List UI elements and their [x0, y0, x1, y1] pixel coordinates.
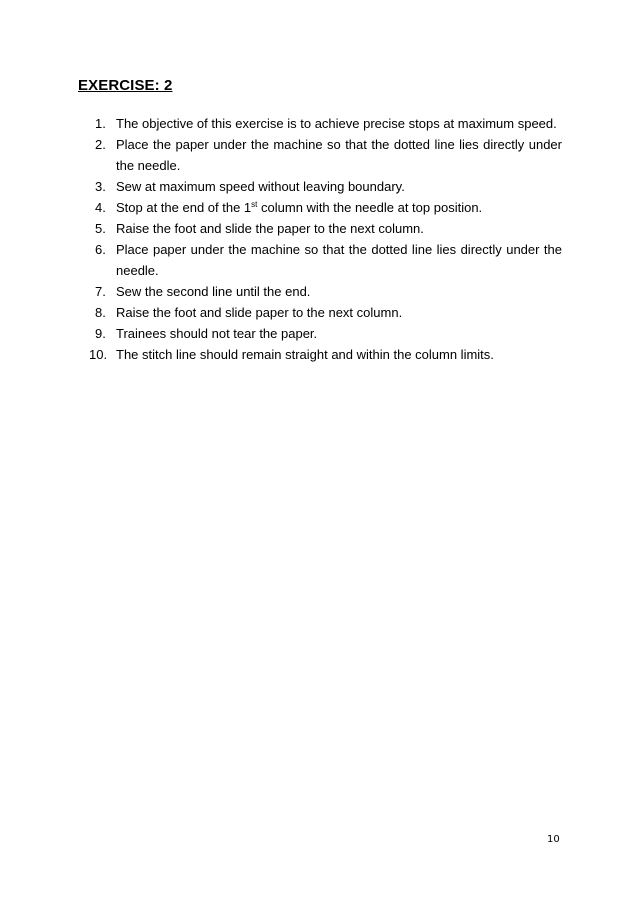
list-item: [86, 113, 562, 134]
list-item: [86, 323, 562, 344]
exercise-heading: EXERCISE: 2: [78, 77, 173, 94]
list-item-text: Raise the foot and slide the paper to the next column.: [116, 221, 424, 236]
list-item-number: 7.: [95, 284, 106, 299]
list-item-text-start: Stop at the end of the 1: [116, 200, 252, 215]
list-item: [86, 344, 562, 365]
list-item-text-end: column with the needle at top position.: [257, 200, 483, 215]
list-item-number: 6.: [95, 242, 106, 257]
list-item-text: The objective of this exercise is to achieve precise stops at maximum speed.: [116, 116, 557, 131]
list-item: [86, 176, 562, 197]
list-item: [86, 197, 562, 218]
list-item: [86, 239, 562, 281]
list-item-number: 8.: [95, 305, 106, 320]
list-item-number: 4.: [95, 200, 106, 215]
list-item-text: [116, 197, 562, 218]
list-item-number: 5.: [95, 221, 106, 236]
list-item: [86, 281, 562, 302]
list-item: [86, 218, 562, 239]
instruction-list: [86, 113, 562, 365]
list-item-text: Trainees should not tear the paper.: [116, 326, 318, 341]
list-item-number: 2.: [95, 137, 106, 152]
list-item-number: 1.: [95, 116, 106, 131]
list-item: [86, 134, 562, 176]
list-item-text: Sew at maximum speed without leaving boundary.: [116, 179, 405, 194]
ordinal-suffix: st: [251, 200, 258, 209]
list-item-text: The stitch line should remain straight and within the column limits.: [116, 347, 494, 362]
list-item-text: Raise the foot and slide paper to the next column.: [116, 305, 403, 320]
list-item-number: 10.: [89, 347, 108, 362]
list-item-text: Place the paper under the machine so that the dotted line lies directly under the needle.: [116, 137, 562, 173]
list-item-number: 3.: [95, 179, 106, 194]
list-item-text: Sew the second line until the end.: [116, 284, 311, 299]
page-number: 10: [547, 834, 560, 845]
list-item-number: 9.: [95, 326, 106, 341]
list-item: [86, 302, 562, 323]
list-item-text: Place paper under the machine so that the dotted line lies directly under the needle.: [116, 242, 562, 278]
